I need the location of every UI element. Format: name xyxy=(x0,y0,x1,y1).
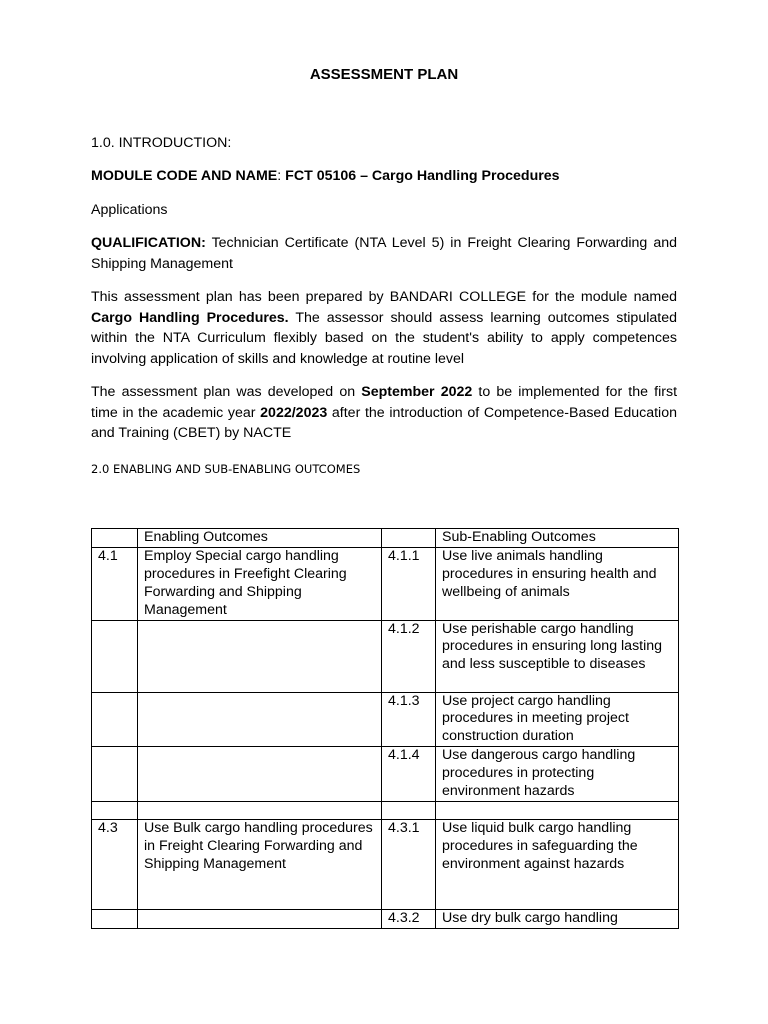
sub-enabling-outcome: Use dangerous cargo handling procedures in protecting environment hazards xyxy=(436,747,679,802)
applications-line: Applications xyxy=(91,202,168,218)
header-cell xyxy=(382,529,436,548)
enabling-outcome xyxy=(138,802,382,820)
table-row xyxy=(92,820,679,910)
para2-text-3: after the introduction of Competence-Based Education and Training (CBET) by NACTE xyxy=(91,404,677,441)
outcome-number xyxy=(92,692,138,747)
para2-text-1: The assessment plan was developed on xyxy=(91,384,362,400)
table-row xyxy=(92,747,679,802)
enabling-outcome xyxy=(138,910,382,929)
sub-outcome-number: 4.1.3 xyxy=(382,692,436,747)
module-colon: : xyxy=(277,168,282,184)
table-row xyxy=(92,547,679,620)
sub-enabling-outcome: Use project cargo handling procedures in meeting project construction duration xyxy=(436,692,679,747)
outcome-number: 4.1 xyxy=(92,547,138,620)
sub-outcome-number: 4.3.2 xyxy=(382,910,436,929)
header-cell-sub-enabling-outcomes: Sub-Enabling Outcomes xyxy=(436,529,679,548)
enabling-outcome xyxy=(138,620,382,692)
para1-module-name: Cargo Handling Procedures. xyxy=(91,309,289,326)
table-row-empty xyxy=(92,802,679,820)
outcome-number xyxy=(92,747,138,802)
intro-paragraph-1 xyxy=(91,287,677,369)
sub-outcome-number: 4.1.4 xyxy=(382,747,436,802)
enabling-outcome: Employ Special cargo handling procedures in Freefight Clearing Forwarding and Shipping Management xyxy=(138,547,382,620)
para2-academic-year: 2022/2023 xyxy=(260,404,328,421)
module-line xyxy=(91,166,677,187)
sub-enabling-outcome: Use live animals handling procedures in ensuring health and wellbeing of animals xyxy=(436,547,679,620)
sub-enabling-outcome xyxy=(436,802,679,820)
para2-date: September 2022 xyxy=(361,384,473,400)
sub-enabling-outcome: Use dry bulk cargo handling xyxy=(436,910,679,929)
outcome-number: 4.3 xyxy=(92,820,138,910)
outcome-number xyxy=(92,802,138,820)
sub-enabling-outcome: Use perishable cargo handling procedures in ensuring long lasting and less susceptible to diseases xyxy=(436,620,679,692)
outcome-number xyxy=(92,910,138,929)
table-row xyxy=(92,620,679,692)
sub-outcome-number: 4.1.1 xyxy=(382,547,436,620)
para1-text-1: This assessment plan has been prepared by BANDARI COLLEGE for the module named xyxy=(91,289,677,305)
enabling-outcome: Use Bulk cargo handling procedures in Freight Clearing Forwarding and Shipping Management xyxy=(138,820,382,910)
sub-outcome-number: 4.1.2 xyxy=(382,620,436,692)
header-cell xyxy=(92,529,138,548)
table-header-row xyxy=(92,529,679,548)
enabling-outcome xyxy=(138,692,382,747)
outcome-number xyxy=(92,620,138,692)
sub-outcome-number: 4.3.1 xyxy=(382,820,436,910)
para2-text-2: to be implemented for the first time in the academic year xyxy=(91,384,678,421)
header-cell-enabling-outcomes: Enabling Outcomes xyxy=(138,529,382,548)
sub-outcome-number xyxy=(382,802,436,820)
table-row xyxy=(92,910,679,929)
qualification-colon: : xyxy=(201,235,206,251)
module-label: MODULE CODE AND NAME xyxy=(91,168,278,184)
sub-enabling-outcome: Use liquid bulk cargo handling procedures in safeguarding the environment against hazards xyxy=(436,820,679,910)
enabling-outcome xyxy=(138,747,382,802)
qualification-label: QUALIFICATION xyxy=(91,235,202,251)
para1-text-2: The assessor should assess learning outcomes stipulated within the NTA Curriculum flexibly based on the student's ability to apply competences involving application of skills and knowledge at routine level xyxy=(91,309,677,367)
outcomes-table xyxy=(91,528,679,929)
document-title: ASSESSMENT PLAN xyxy=(309,66,459,83)
qualification-paragraph xyxy=(91,233,677,274)
intro-paragraph-2 xyxy=(91,382,677,444)
module-value: FCT 05106 – Cargo Handling Procedures xyxy=(281,168,560,184)
intro-heading: 1.0. INTRODUCTION: xyxy=(91,135,232,151)
section-2-heading: 2.0 ENABLING AND SUB-ENABLING OUTCOMES xyxy=(91,462,361,476)
qualification-value: Technician Certificate (NTA Level 5) in Freight Clearing Forwarding and Shipping Management xyxy=(91,235,677,272)
table-row xyxy=(92,692,679,747)
